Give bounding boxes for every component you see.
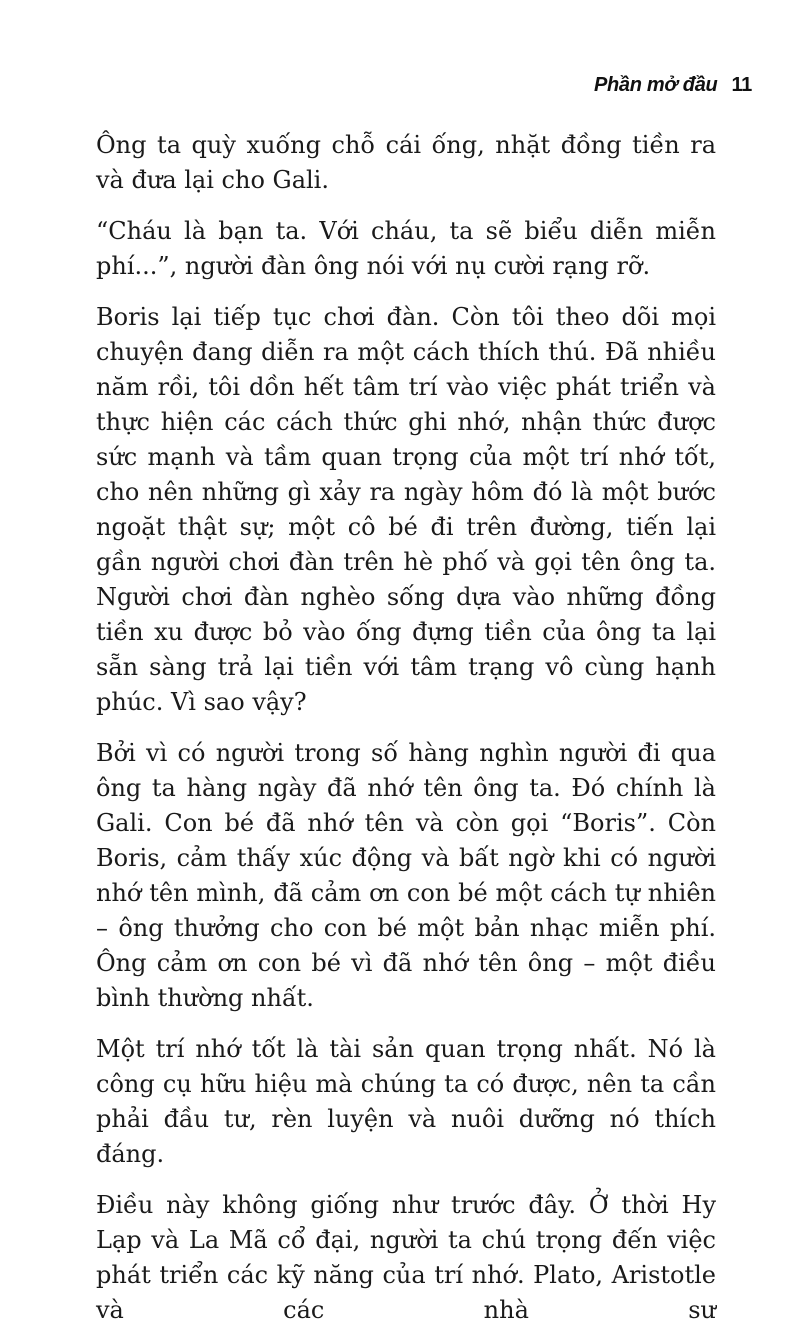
running-header [594, 74, 752, 97]
paragraph: Boris lại tiếp tục chơi đàn. Còn tôi theo dõi mọi chuyện đang diễn ra một cách thích thú. Đã nhiều năm rồi, tôi dồn hết tâm trí vào việc phát triển và thực hiện các cách thức ghi nhớ, nhận thức được sức mạnh và tầm quan trọng của một trí nhớ tốt, cho nên những gì xảy ra ngày hôm đó là một bước ngoặt thật sự; một cô bé đi trên đường, tiến lại gần người chơi đàn trên hè phố và gọi tên ông ta. Người chơi đàn nghèo sống dựa vào những đồng tiền xu được bỏ vào ống đựng tiền của ông ta lại sẵn sàng trả lại tiền với tâm trạng vô cùng hạnh phúc. Vì sao vậy? [96, 303, 716, 716]
paragraph: Một trí nhớ tốt là tài sản quan trọng nhất. Nó là công cụ hữu hiệu mà chúng ta có được, nên ta cần phải đầu tư, rèn luyện và nuôi dưỡng nó thích đáng. [96, 1035, 716, 1168]
paragraph: Ông ta quỳ xuống chỗ cái ống, nhặt đồng tiền ra và đưa lại cho Gali. [96, 131, 716, 194]
body-text [96, 128, 716, 1328]
paragraph: “Cháu là bạn ta. Với cháu, ta sẽ biểu diễn miễn phí...”, người đàn ông nói với nụ cười rạng rỡ. [96, 217, 716, 280]
paragraph: Bởi vì có người trong số hàng nghìn người đi qua ông ta hàng ngày đã nhớ tên ông ta. Đó chính là Gali. Con bé đã nhớ tên và còn gọi “Boris”. Còn Boris, cảm thấy xúc động và bất ngờ khi có người nhớ tên mình, đã cảm ơn con bé một cách tự nhiên – ông thưởng cho con bé một bản nhạc miễn phí. Ông cảm ơn con bé vì đã nhớ tên ông – một điều bình thường nhất. [96, 739, 716, 1012]
section-title: Phần mở đầu [593, 74, 718, 96]
paragraph: Điều này không giống như trước đây. Ở thời Hy Lạp và La Mã cổ đại, người ta chú trọng đến việc phát triển các kỹ năng của trí nhớ. Plato, Aristotle và các nhà sư [96, 1191, 716, 1324]
page-number: 11 [731, 74, 752, 96]
